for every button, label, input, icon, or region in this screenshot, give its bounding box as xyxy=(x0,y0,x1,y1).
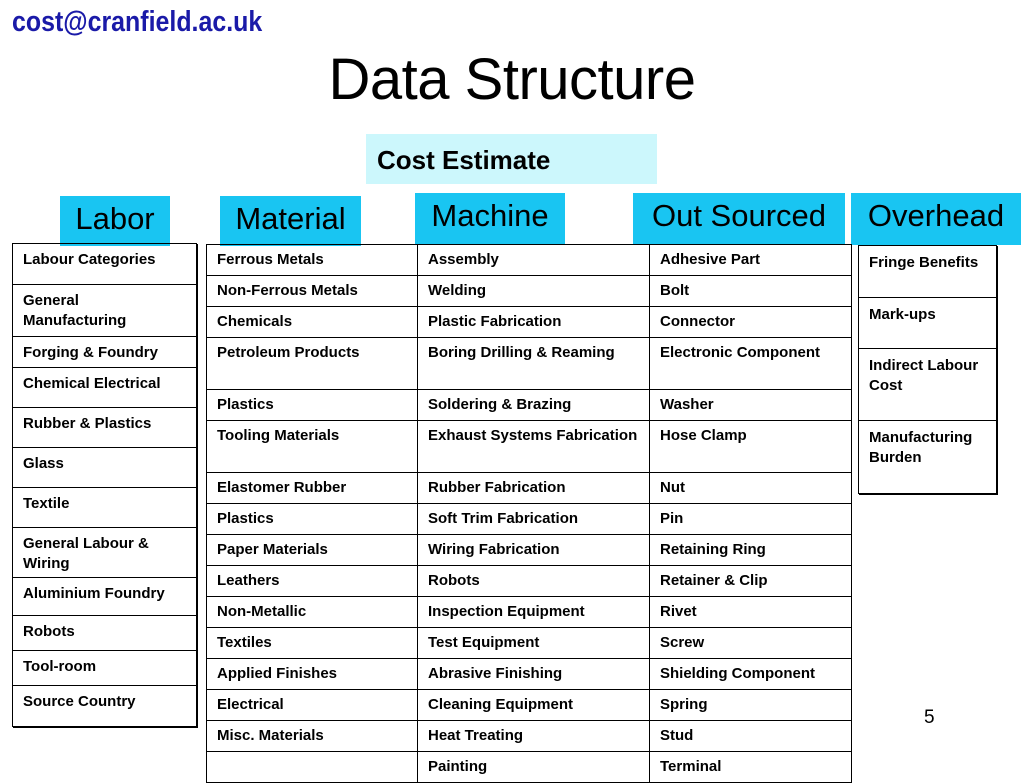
machine-cell: Soldering & Brazing xyxy=(418,390,650,421)
email-link[interactable]: cost@cranfield.ac.uk xyxy=(12,6,263,38)
machine-cell: Soft Trim Fabrication xyxy=(418,504,650,535)
out-sourced-cell: Retaining Ring xyxy=(650,535,852,566)
machine-cell: Cleaning Equipment xyxy=(418,690,650,721)
machine-cell: Abrasive Finishing xyxy=(418,659,650,690)
overhead-item: Fringe Benefits xyxy=(859,246,996,298)
material-cell: Non-Metallic xyxy=(207,597,418,628)
material-cell: Plastics xyxy=(207,504,418,535)
material-cell: Ferrous Metals xyxy=(207,245,418,276)
machine-cell: Inspection Equipment xyxy=(418,597,650,628)
material-machine-outsourced-table xyxy=(206,244,852,783)
out-sourced-cell: Nut xyxy=(650,473,852,504)
machine-cell: Heat Treating xyxy=(418,721,650,752)
labor-item: Aluminium Foundry xyxy=(13,578,196,616)
out-sourced-cell: Connector xyxy=(650,307,852,338)
material-cell: Applied Finishes xyxy=(207,659,418,690)
machine-cell: Robots xyxy=(418,566,650,597)
labor-item: Glass xyxy=(13,448,196,488)
machine-cell: Assembly xyxy=(418,245,650,276)
table-row xyxy=(207,721,852,752)
overhead-item: Manufacturing Burden xyxy=(869,429,973,466)
page-title: Data Structure xyxy=(328,47,696,112)
machine-cell: Painting xyxy=(418,752,650,783)
machine-cell: Plastic Fabrication xyxy=(418,307,650,338)
material-cell: Plastics xyxy=(207,390,418,421)
out-sourced-cell: Spring xyxy=(650,690,852,721)
material-cell: Textiles xyxy=(207,628,418,659)
out-sourced-cell: Hose Clamp xyxy=(650,421,852,473)
out-sourced-cell: Washer xyxy=(650,390,852,421)
table-row xyxy=(207,597,852,628)
machine-heading: Machine xyxy=(415,193,565,245)
overhead-item: Mark-ups xyxy=(859,298,996,349)
labor-item: Robots xyxy=(13,616,196,651)
labor-item: Chemical Electrical xyxy=(13,368,196,408)
table-row xyxy=(207,659,852,690)
table-row xyxy=(207,504,852,535)
out-sourced-cell: Shielding Component xyxy=(650,659,852,690)
table-row xyxy=(207,390,852,421)
labor-list xyxy=(12,243,197,727)
material-cell: Tooling Materials xyxy=(207,421,418,473)
cost-estimate-box: Cost Estimate xyxy=(366,134,657,184)
table-row xyxy=(207,307,852,338)
page-number: 5 xyxy=(924,707,935,728)
material-heading: Material xyxy=(220,196,361,246)
material-cell: Electrical xyxy=(207,690,418,721)
out-sourced-cell: Electronic Component xyxy=(650,338,852,390)
labor-item: Textile xyxy=(13,488,196,528)
machine-cell: Welding xyxy=(418,276,650,307)
table-row xyxy=(207,421,852,473)
machine-cell: Boring Drilling & Reaming xyxy=(418,338,650,390)
out-sourced-cell: Retainer & Clip xyxy=(650,566,852,597)
table-row xyxy=(207,473,852,504)
table-row xyxy=(207,690,852,721)
table-row xyxy=(207,566,852,597)
overhead-item: Indirect Labour Cost xyxy=(859,349,996,421)
material-cell: Chemicals xyxy=(207,307,418,338)
overhead-heading: Overhead xyxy=(851,193,1021,245)
labor-item: General Labour & Wiring xyxy=(13,528,196,578)
machine-cell: Test Equipment xyxy=(418,628,650,659)
material-cell: Leathers xyxy=(207,566,418,597)
labor-item: Tool-room xyxy=(13,651,196,686)
labor-item: Forging & Foundry xyxy=(13,337,196,368)
overhead-list xyxy=(858,245,997,494)
material-cell xyxy=(207,752,418,783)
out-sourced-heading: Out Sourced xyxy=(633,193,845,245)
out-sourced-cell: Adhesive Part xyxy=(650,245,852,276)
labor-item: Labour Categories xyxy=(13,244,196,285)
material-cell: Elastomer Rubber xyxy=(207,473,418,504)
table-row xyxy=(207,245,852,276)
material-cell: Non-Ferrous Metals xyxy=(207,276,418,307)
table-row xyxy=(207,276,852,307)
machine-cell: Rubber Fabrication xyxy=(418,473,650,504)
out-sourced-cell: Pin xyxy=(650,504,852,535)
machine-cell: Wiring Fabrication xyxy=(418,535,650,566)
labor-item: Rubber & Plastics xyxy=(13,408,196,448)
out-sourced-cell: Rivet xyxy=(650,597,852,628)
material-cell: Misc. Materials xyxy=(207,721,418,752)
labor-item: General Manufacturing xyxy=(13,285,196,337)
machine-cell: Exhaust Systems Fabrication xyxy=(418,421,650,473)
table-row xyxy=(207,338,852,390)
out-sourced-cell: Screw xyxy=(650,628,852,659)
material-cell: Paper Materials xyxy=(207,535,418,566)
out-sourced-cell: Stud xyxy=(650,721,852,752)
labor-item: Source Country xyxy=(23,693,136,710)
table-row xyxy=(207,752,852,783)
labor-heading: Labor xyxy=(60,196,170,246)
out-sourced-cell: Terminal xyxy=(650,752,852,783)
material-cell: Petroleum Products xyxy=(207,338,418,390)
table-row xyxy=(207,628,852,659)
out-sourced-cell: Bolt xyxy=(650,276,852,307)
table-row xyxy=(207,535,852,566)
